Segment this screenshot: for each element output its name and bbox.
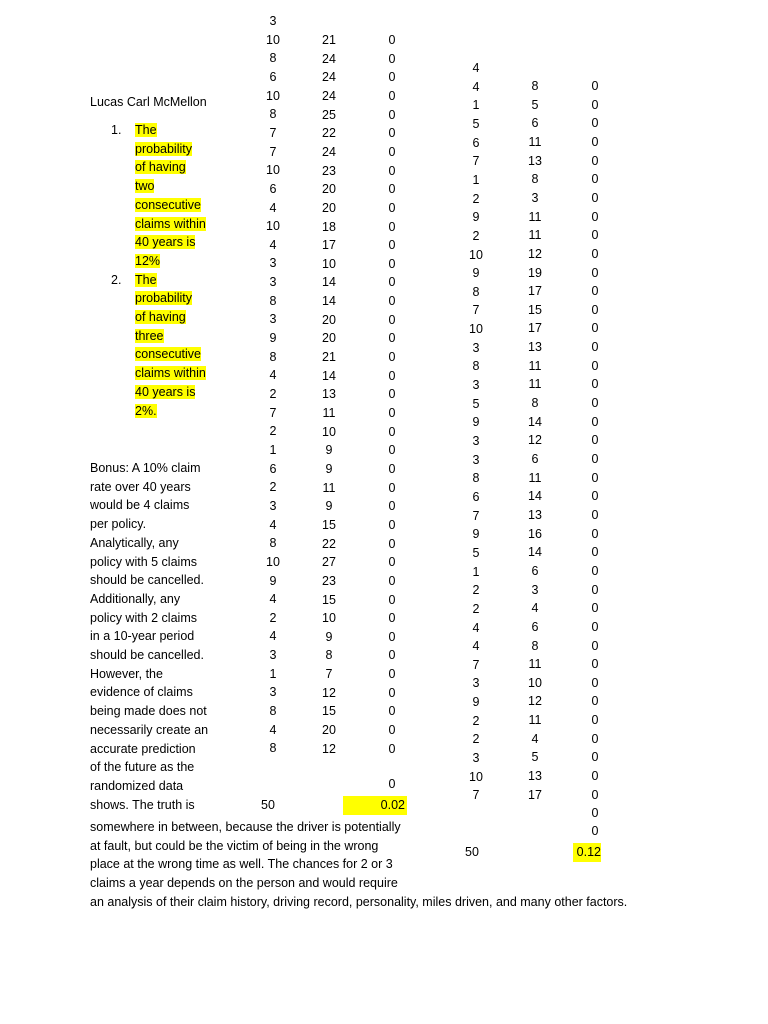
table-cell: 0 xyxy=(591,713,599,728)
table-cell: 10 xyxy=(266,219,280,234)
table-cell: 3 xyxy=(269,648,277,663)
right-probability: 0.12 xyxy=(573,843,601,862)
table-cell: 17 xyxy=(322,238,336,253)
table-cell: 9 xyxy=(472,210,480,225)
answer-text-line: two xyxy=(135,179,155,194)
answer-number: 2. xyxy=(111,272,122,287)
table-cell: 18 xyxy=(322,219,336,234)
table-cell: 0 xyxy=(591,787,599,802)
table-cell: 8 xyxy=(472,284,480,299)
table-cell: 5 xyxy=(531,97,539,112)
table-cell: 3 xyxy=(472,676,480,691)
table-cell: 4 xyxy=(269,237,277,252)
table-cell: 10 xyxy=(266,554,280,569)
answer-text-line: The xyxy=(135,272,157,287)
table-cell: 0 xyxy=(388,238,396,253)
table-cell: 10 xyxy=(266,163,280,178)
table-cell: 3 xyxy=(269,312,277,327)
table-cell: 0 xyxy=(388,629,396,644)
table-cell: 1 xyxy=(269,442,277,457)
table-cell: 0 xyxy=(591,769,599,784)
table-cell: 4 xyxy=(269,629,277,644)
table-cell: 2 xyxy=(472,191,480,206)
table-cell: 10 xyxy=(322,611,336,626)
table-cell: 0 xyxy=(388,256,396,271)
left-probability: 0.02 xyxy=(343,796,407,815)
table-cell: 0 xyxy=(388,517,396,532)
table-cell: 9 xyxy=(325,499,333,514)
table-cell: 17 xyxy=(528,787,542,802)
table-cell: 0 xyxy=(591,582,599,597)
table-cell: 13 xyxy=(528,507,542,522)
table-cell: 12 xyxy=(528,246,542,261)
bonus-text-line: necessarily create an xyxy=(90,722,209,737)
table-cell: 13 xyxy=(528,340,542,355)
table-cell: 14 xyxy=(322,275,336,290)
table-cell: 12 xyxy=(322,685,336,700)
bonus-text-line: Additionally, any xyxy=(90,591,181,606)
table-cell: 0 xyxy=(388,406,396,420)
table-cell: 0 xyxy=(388,350,396,365)
table-cell: 8 xyxy=(269,704,277,719)
table-cell: 0 xyxy=(591,806,599,821)
table-cell: 10 xyxy=(528,675,542,690)
table-cell: 2 xyxy=(269,610,277,625)
answer-text-line: 12% xyxy=(135,253,161,268)
bonus-text-line: Analytically, any xyxy=(90,535,179,550)
bonus-text-line: rate over 40 years xyxy=(90,479,191,494)
table-cell: 3 xyxy=(269,498,277,513)
left-count: 50 xyxy=(261,798,275,812)
table-cell: 8 xyxy=(269,536,277,551)
table-cell: 9 xyxy=(472,415,480,430)
table-cell: 2 xyxy=(472,732,480,747)
table-cell: 2 xyxy=(472,601,480,616)
table-cell: 0 xyxy=(591,134,599,149)
table-cell: 0 xyxy=(591,246,599,261)
bonus-text-line: somewhere in between, because the driver is potentially xyxy=(90,820,401,834)
answer-item xyxy=(111,271,215,421)
table-cell: 21 xyxy=(322,33,336,47)
table-cell: 10 xyxy=(266,88,280,103)
table-cell: 5 xyxy=(531,750,539,765)
table-cell: 4 xyxy=(269,592,277,607)
table-cell: 15 xyxy=(322,517,336,532)
right-count: 50 xyxy=(465,845,479,859)
table-cell: 4 xyxy=(472,79,480,94)
table-cell: 7 xyxy=(472,303,480,318)
table-cell: 0 xyxy=(591,190,599,205)
table-cell: 0 xyxy=(388,88,396,103)
table-cell: 20 xyxy=(322,200,336,215)
table-cell: 0 xyxy=(591,79,599,93)
answer-text-line: 2%. xyxy=(135,403,157,418)
table-cell: 7 xyxy=(472,657,480,672)
table-cell: 13 xyxy=(528,769,542,784)
table-cell: 0 xyxy=(591,414,599,429)
table-cell: 3 xyxy=(269,275,277,290)
table-cell: 0 xyxy=(591,377,599,392)
table-cell: 11 xyxy=(322,480,336,495)
table-cell: 0 xyxy=(591,265,599,280)
table-cell: 0 xyxy=(388,741,396,756)
bonus-text-line: However, the xyxy=(90,666,163,681)
table-cell: 12 xyxy=(528,694,542,709)
table-cell: 8 xyxy=(472,359,480,374)
table-cell: 0 xyxy=(388,685,396,700)
table-cell: 22 xyxy=(322,126,336,141)
bonus-text-line: Bonus: A 10% claim xyxy=(90,461,201,475)
bonus-paragraph xyxy=(90,459,255,814)
bonus-text-line: randomized data xyxy=(90,778,184,793)
table-cell: 0 xyxy=(388,33,396,47)
bonus-text-line: accurate prediction xyxy=(90,741,196,756)
table-cell: 10 xyxy=(322,424,336,439)
table-cell: 17 xyxy=(528,321,542,336)
table-cell: 6 xyxy=(269,181,277,196)
table-cell: 4 xyxy=(269,517,277,532)
table-cell: 0 xyxy=(388,443,396,458)
table-cell: 12 xyxy=(322,741,336,756)
table-cell: 15 xyxy=(322,592,336,607)
table-cell: 7 xyxy=(269,144,277,159)
answer-text-line: probability xyxy=(135,141,192,156)
table-cell: 0 xyxy=(591,507,599,522)
table-cell: 4 xyxy=(472,639,480,654)
table-cell: 8 xyxy=(269,349,277,364)
table-cell: 1 xyxy=(472,564,480,579)
table-cell: 7 xyxy=(472,508,480,523)
table-cell: 24 xyxy=(322,144,336,159)
answer-text-line: The xyxy=(135,123,157,137)
table-cell: 14 xyxy=(322,368,336,383)
table-cell: 0 xyxy=(591,228,599,243)
author-name: Lucas Carl McMellon xyxy=(90,95,207,109)
table-cell: 13 xyxy=(322,387,336,402)
table-cell: 3 xyxy=(269,685,277,700)
bonus-text-line: place at the wrong time as well. The chances for 2 or 3 xyxy=(90,857,393,872)
table-cell: 3 xyxy=(472,340,480,355)
table-cell: 0 xyxy=(591,619,599,634)
table-cell: 2 xyxy=(269,387,277,401)
table-cell: 4 xyxy=(269,368,277,383)
table-cell: 0 xyxy=(388,126,396,141)
bonus-text-line: policy with 5 claims xyxy=(90,554,197,569)
table-cell: 4 xyxy=(531,601,539,616)
table-cell: 8 xyxy=(531,79,539,93)
bonus-text-line: evidence of claims xyxy=(90,685,193,700)
table-cell: 19 xyxy=(528,265,542,280)
table-cell: 0 xyxy=(591,116,599,131)
table-cell: 0 xyxy=(591,172,599,187)
bonus-text-line: shows. The truth is xyxy=(90,797,195,812)
answer-text-line: consecutive xyxy=(135,197,202,212)
table-cell: 3 xyxy=(531,582,539,597)
table-cell: 9 xyxy=(472,527,480,542)
table-cell: 24 xyxy=(322,70,336,85)
table-cell: 6 xyxy=(472,135,480,150)
table-cell: 9 xyxy=(472,266,480,281)
table-cell: 0 xyxy=(591,731,599,746)
table-cell: 14 xyxy=(528,414,542,429)
answer-text-line: 40 years is xyxy=(135,235,196,250)
table-cell: 8 xyxy=(531,638,539,653)
table-cell: 8 xyxy=(325,648,333,663)
table-cell: 9 xyxy=(325,443,333,458)
table-cell: 3 xyxy=(472,751,480,766)
table-cell: 6 xyxy=(269,461,277,476)
table-cell: 0 xyxy=(591,433,599,448)
table-cell: 5 xyxy=(472,116,480,131)
answer-text-line: claims within xyxy=(135,216,206,231)
table-cell: 24 xyxy=(322,88,336,103)
table-cell: 13 xyxy=(528,153,542,168)
table-cell: 0 xyxy=(388,723,396,738)
table-cell: 4 xyxy=(531,731,539,746)
table-cell: 0 xyxy=(388,704,396,719)
bonus-text-line: per policy. xyxy=(90,517,147,532)
answer-text-line: three xyxy=(135,328,164,343)
table-cell: 0 xyxy=(591,750,599,765)
table-cell: 8 xyxy=(269,51,277,66)
table-cell: 2 xyxy=(472,713,480,728)
table-cell: 0 xyxy=(388,573,396,588)
table-cell: 0 xyxy=(388,51,396,66)
table-cell: 0 xyxy=(388,592,396,607)
table-cell: 10 xyxy=(322,256,336,271)
table-cell: 25 xyxy=(322,107,336,122)
table-cell: 3 xyxy=(472,378,480,393)
table-cell: 6 xyxy=(269,69,277,84)
table-cell: 9 xyxy=(325,629,333,644)
table-cell: 0 xyxy=(388,70,396,85)
table-cell: 0 xyxy=(591,489,599,504)
table-cell: 0 xyxy=(591,526,599,541)
table-cell: 4 xyxy=(269,200,277,215)
table-cell: 0 xyxy=(388,200,396,215)
table-cell: 0 xyxy=(388,536,396,551)
table-cell: 0 xyxy=(388,648,396,663)
table-cell: 8 xyxy=(269,741,277,756)
answer-number: 1. xyxy=(111,123,122,137)
table-cell: 6 xyxy=(531,452,539,466)
table-cell: 0 xyxy=(388,611,396,626)
table-cell: 3 xyxy=(472,452,480,467)
table-cell: 11 xyxy=(528,134,542,149)
table-cell: 0 xyxy=(388,480,396,495)
table-cell: 9 xyxy=(269,331,277,346)
table-cell: 20 xyxy=(322,312,336,327)
table-cell: 0 xyxy=(591,824,599,838)
table-cell: 4 xyxy=(472,620,480,635)
table-cell: 11 xyxy=(528,713,542,728)
table-cell: 23 xyxy=(322,163,336,178)
table-cell: 0 xyxy=(388,294,396,309)
answer-text-line: claims within xyxy=(135,366,206,381)
table-cell: 11 xyxy=(528,377,542,392)
bonus-text-line: in a 10-year period xyxy=(90,629,195,644)
table-cell: 11 xyxy=(322,406,336,420)
table-cell: 11 xyxy=(528,470,542,485)
table-cell: 11 xyxy=(528,228,542,243)
table-cell: 12 xyxy=(528,433,542,448)
bonus-text-line: should be cancelled. xyxy=(90,648,204,663)
table-cell: 0 xyxy=(591,284,599,299)
table-cell: 11 xyxy=(528,657,542,672)
table-cell: 2 xyxy=(472,583,480,598)
table-cell: 0 xyxy=(388,107,396,122)
table-cell: 6 xyxy=(531,619,539,634)
bonus-text-line: of the future as the xyxy=(90,760,195,775)
table-cell: 3 xyxy=(472,434,480,448)
table-cell: 2 xyxy=(269,480,277,495)
table-cell: 14 xyxy=(528,545,542,560)
table-cell: 0 xyxy=(591,601,599,616)
table-cell: 7 xyxy=(269,405,277,420)
table-cell: 3 xyxy=(531,190,539,205)
table-cell: 0 xyxy=(591,321,599,336)
table-cell: 7 xyxy=(325,667,333,682)
table-cell: 0 xyxy=(388,275,396,290)
table-cell: 20 xyxy=(322,723,336,738)
table-cell: 16 xyxy=(528,526,542,541)
table-cell: 10 xyxy=(469,322,483,337)
table-cell: 3 xyxy=(269,256,277,271)
table-cell: 0 xyxy=(591,638,599,653)
table-cell: 6 xyxy=(472,489,480,504)
bonus-text-line: policy with 2 claims xyxy=(90,610,197,625)
table-cell: 0 xyxy=(388,387,396,402)
table-cell: 0 xyxy=(591,675,599,690)
answers-list xyxy=(111,121,215,420)
table-cell: 10 xyxy=(266,32,280,47)
table-cell: 7 xyxy=(269,125,277,140)
table-cell: 7 xyxy=(472,788,480,803)
table-cell: 7 xyxy=(472,154,480,169)
table-cell: 8 xyxy=(531,396,539,411)
table-cell: 0 xyxy=(591,694,599,709)
table-cell: 8 xyxy=(531,172,539,187)
bonus-text-line: an analysis of their claim history, driving record, personality, miles driven, and many other factors. xyxy=(90,894,628,909)
table-cell: 1 xyxy=(269,666,277,681)
table-cell: 20 xyxy=(322,331,336,346)
table-cell: 0 xyxy=(388,499,396,514)
bonus-text-line: at fault, but could be the victim of being in the wrong xyxy=(90,838,379,853)
table-cell: 5 xyxy=(472,545,480,560)
table-cell: 0 xyxy=(591,470,599,485)
table-cell: 0 xyxy=(388,555,396,570)
table-cell: 0 xyxy=(591,97,599,112)
table-cell: 15 xyxy=(322,704,336,719)
table-cell: 0 xyxy=(388,144,396,159)
table-cell: 0 xyxy=(388,312,396,327)
table-cell: 8 xyxy=(472,471,480,486)
answer-text-line: probability xyxy=(135,291,192,306)
table-cell: 4 xyxy=(269,722,277,737)
table-cell: 0 xyxy=(388,331,396,346)
bonus-text-line: should be cancelled. xyxy=(90,573,204,588)
table-cell: 0 xyxy=(591,452,599,466)
table-cell: 11 xyxy=(528,358,542,373)
table-cell: 17 xyxy=(528,284,542,299)
table-cell: 11 xyxy=(528,209,542,224)
table-cell: 0 xyxy=(388,667,396,682)
table-cell: 0 xyxy=(591,545,599,560)
bonus-text-line: claims a year depends on the person and would require xyxy=(90,876,398,891)
table-cell: 0 xyxy=(591,302,599,317)
table-cell: 14 xyxy=(322,294,336,309)
answer-text-line: of having xyxy=(135,310,186,325)
table-cell: 9 xyxy=(472,695,480,710)
table-cell: 0 xyxy=(388,163,396,178)
table-cell: 15 xyxy=(528,302,542,317)
table-cell: 1 xyxy=(472,98,480,113)
table-cell: 9 xyxy=(269,573,277,588)
table-cell: 10 xyxy=(469,769,483,784)
table-cell: 2 xyxy=(269,424,277,439)
table-cell: 4 xyxy=(472,61,480,75)
table-cell: 8 xyxy=(269,107,277,122)
table-cell: 0 xyxy=(591,340,599,355)
answer-item xyxy=(111,121,215,271)
table-cell: 2 xyxy=(472,228,480,243)
bonus-text-line: being made does not xyxy=(90,704,207,719)
table-cell: 20 xyxy=(322,182,336,197)
table-cell: 0 xyxy=(388,219,396,234)
table-cell: 6 xyxy=(531,116,539,131)
answer-text-line: consecutive xyxy=(135,347,202,362)
table-cell: 23 xyxy=(322,573,336,588)
table-cell: 10 xyxy=(469,247,483,262)
table-cell: 5 xyxy=(472,396,480,411)
table-cell: 27 xyxy=(322,555,336,570)
table-cell: 0 xyxy=(388,424,396,439)
table-cell: 0 xyxy=(591,358,599,373)
answer-text-line: of having xyxy=(135,160,186,175)
table-cell: 0 xyxy=(591,563,599,578)
table-cell: 0 xyxy=(388,777,396,791)
table-cell: 14 xyxy=(528,489,542,504)
table-cell: 22 xyxy=(322,536,336,551)
table-cell: 8 xyxy=(269,293,277,308)
table-cell: 0 xyxy=(388,368,396,383)
table-cell: 24 xyxy=(322,51,336,66)
answer-text-line: 40 years is xyxy=(135,384,196,399)
table-cell: 1 xyxy=(472,172,480,187)
table-cell: 0 xyxy=(591,396,599,411)
table-cell: 0 xyxy=(591,657,599,672)
table-cell: 0 xyxy=(591,153,599,168)
table-cell: 9 xyxy=(325,461,333,476)
table-cell: 3 xyxy=(269,14,277,28)
table-cell: 0 xyxy=(388,461,396,476)
table-cell: 21 xyxy=(322,350,336,365)
table-cell: 6 xyxy=(531,563,539,578)
table-cell: 0 xyxy=(591,209,599,224)
table-cell: 0 xyxy=(388,182,396,197)
bonus-text-line: would be 4 claims xyxy=(90,498,190,513)
